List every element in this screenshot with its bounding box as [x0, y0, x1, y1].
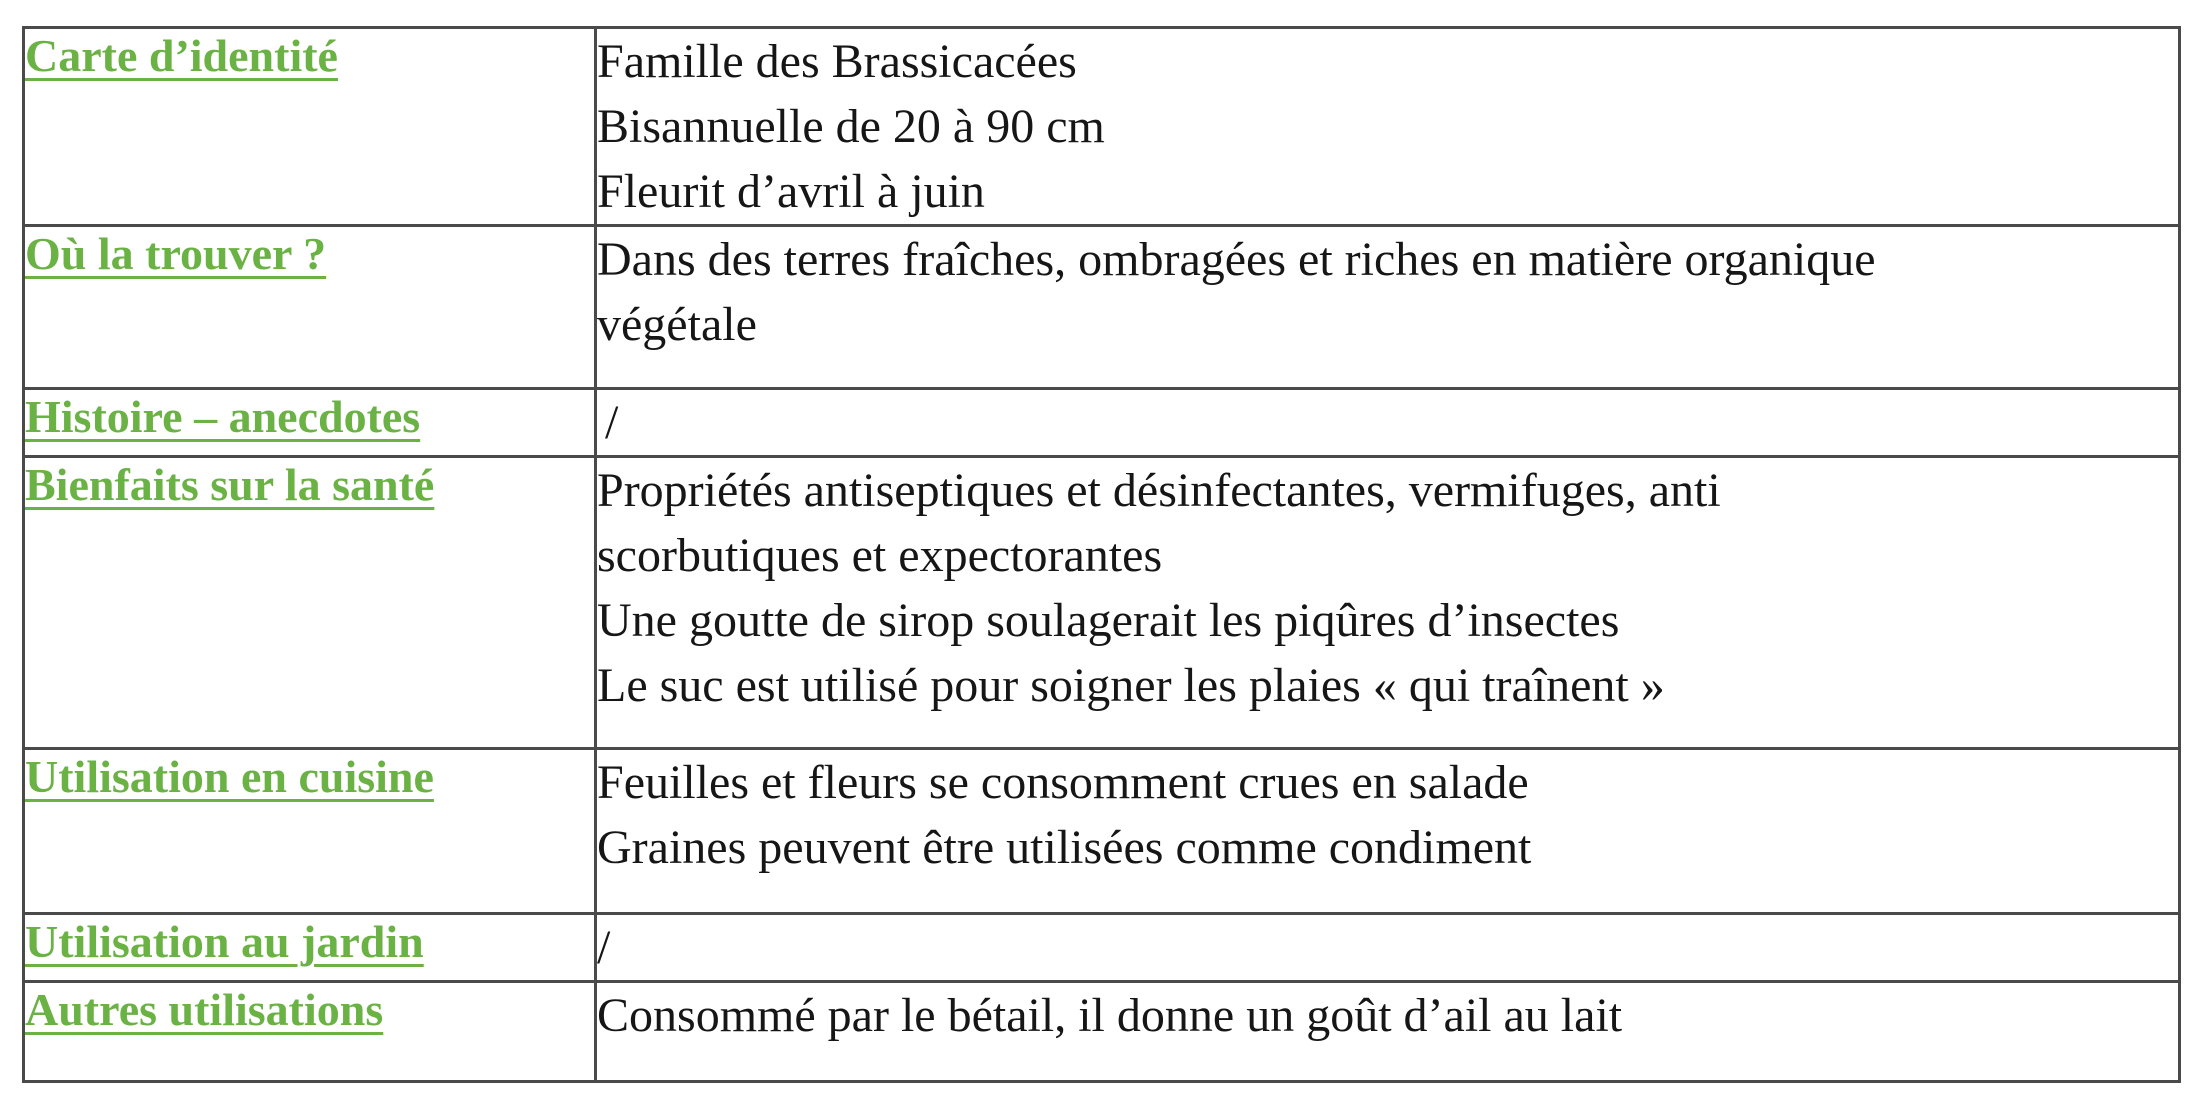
table-row-history — [24, 389, 2180, 457]
row-label-cell — [24, 457, 596, 749]
row-value-cell — [596, 226, 2180, 389]
row-text-line: Bisannuelle de 20 à 90 cm — [597, 100, 1105, 153]
row-text-line: / — [597, 921, 611, 974]
row-text-line: scorbutiques et expectorantes — [597, 529, 1163, 582]
row-text-line: Le suc est utilisé pour soigner les plaies « qui traînent » — [597, 659, 1665, 712]
row-value-cell — [596, 914, 2180, 982]
table-row-identity — [24, 28, 2180, 226]
row-text-line: Dans des terres fraîches, ombragées et riches en matière organique — [597, 233, 1876, 286]
row-label-other-uses: Autres utilisations — [25, 984, 384, 1035]
plant-info-table — [22, 26, 2181, 1083]
row-label-cell — [24, 389, 596, 457]
table-row-other-uses — [24, 982, 2180, 1082]
row-text-line: Famille des Brassicacées — [597, 35, 1077, 88]
row-text-line: / — [605, 396, 619, 449]
row-label-cell — [24, 914, 596, 982]
row-text-line: Fleurit d’avril à juin — [597, 165, 985, 218]
row-label-history: Histoire – anecdotes — [25, 391, 421, 442]
row-label-cooking: Utilisation en cuisine — [25, 751, 434, 802]
row-label-garden: Utilisation au jardin — [25, 916, 424, 967]
row-text-line: Une goutte de sirop soulagerait les piqûres d’insectes — [597, 594, 1620, 647]
row-label-location: Où la trouver ? — [25, 228, 327, 279]
row-label-identity: Carte d’identité — [25, 30, 338, 81]
row-value-cell — [596, 389, 2180, 457]
table-row-location — [24, 226, 2180, 389]
row-label-health: Bienfaits sur la santé — [25, 459, 435, 510]
table-row-cooking — [24, 749, 2180, 914]
row-label-cell — [24, 28, 596, 226]
table-row-garden — [24, 914, 2180, 982]
row-text-line: Feuilles et fleurs se consomment crues en salade — [597, 756, 1529, 809]
row-text-line: Propriétés antiseptiques et désinfectantes, vermifuges, anti — [597, 464, 1721, 517]
row-text-line: Graines peuvent être utilisées comme condiment — [597, 821, 1532, 874]
row-value-cell — [596, 982, 2180, 1082]
row-value-cell — [596, 749, 2180, 914]
row-label-cell — [24, 226, 596, 389]
plant-info-sheet — [22, 26, 2178, 1098]
row-label-cell — [24, 749, 596, 914]
row-value-cell — [596, 28, 2180, 226]
row-label-cell — [24, 982, 596, 1082]
table-row-health — [24, 457, 2180, 749]
row-text-line: Consommé par le bétail, il donne un goût d’ail au lait — [597, 989, 1623, 1042]
row-value-cell — [596, 457, 2180, 749]
row-text-line: végétale — [597, 298, 757, 351]
